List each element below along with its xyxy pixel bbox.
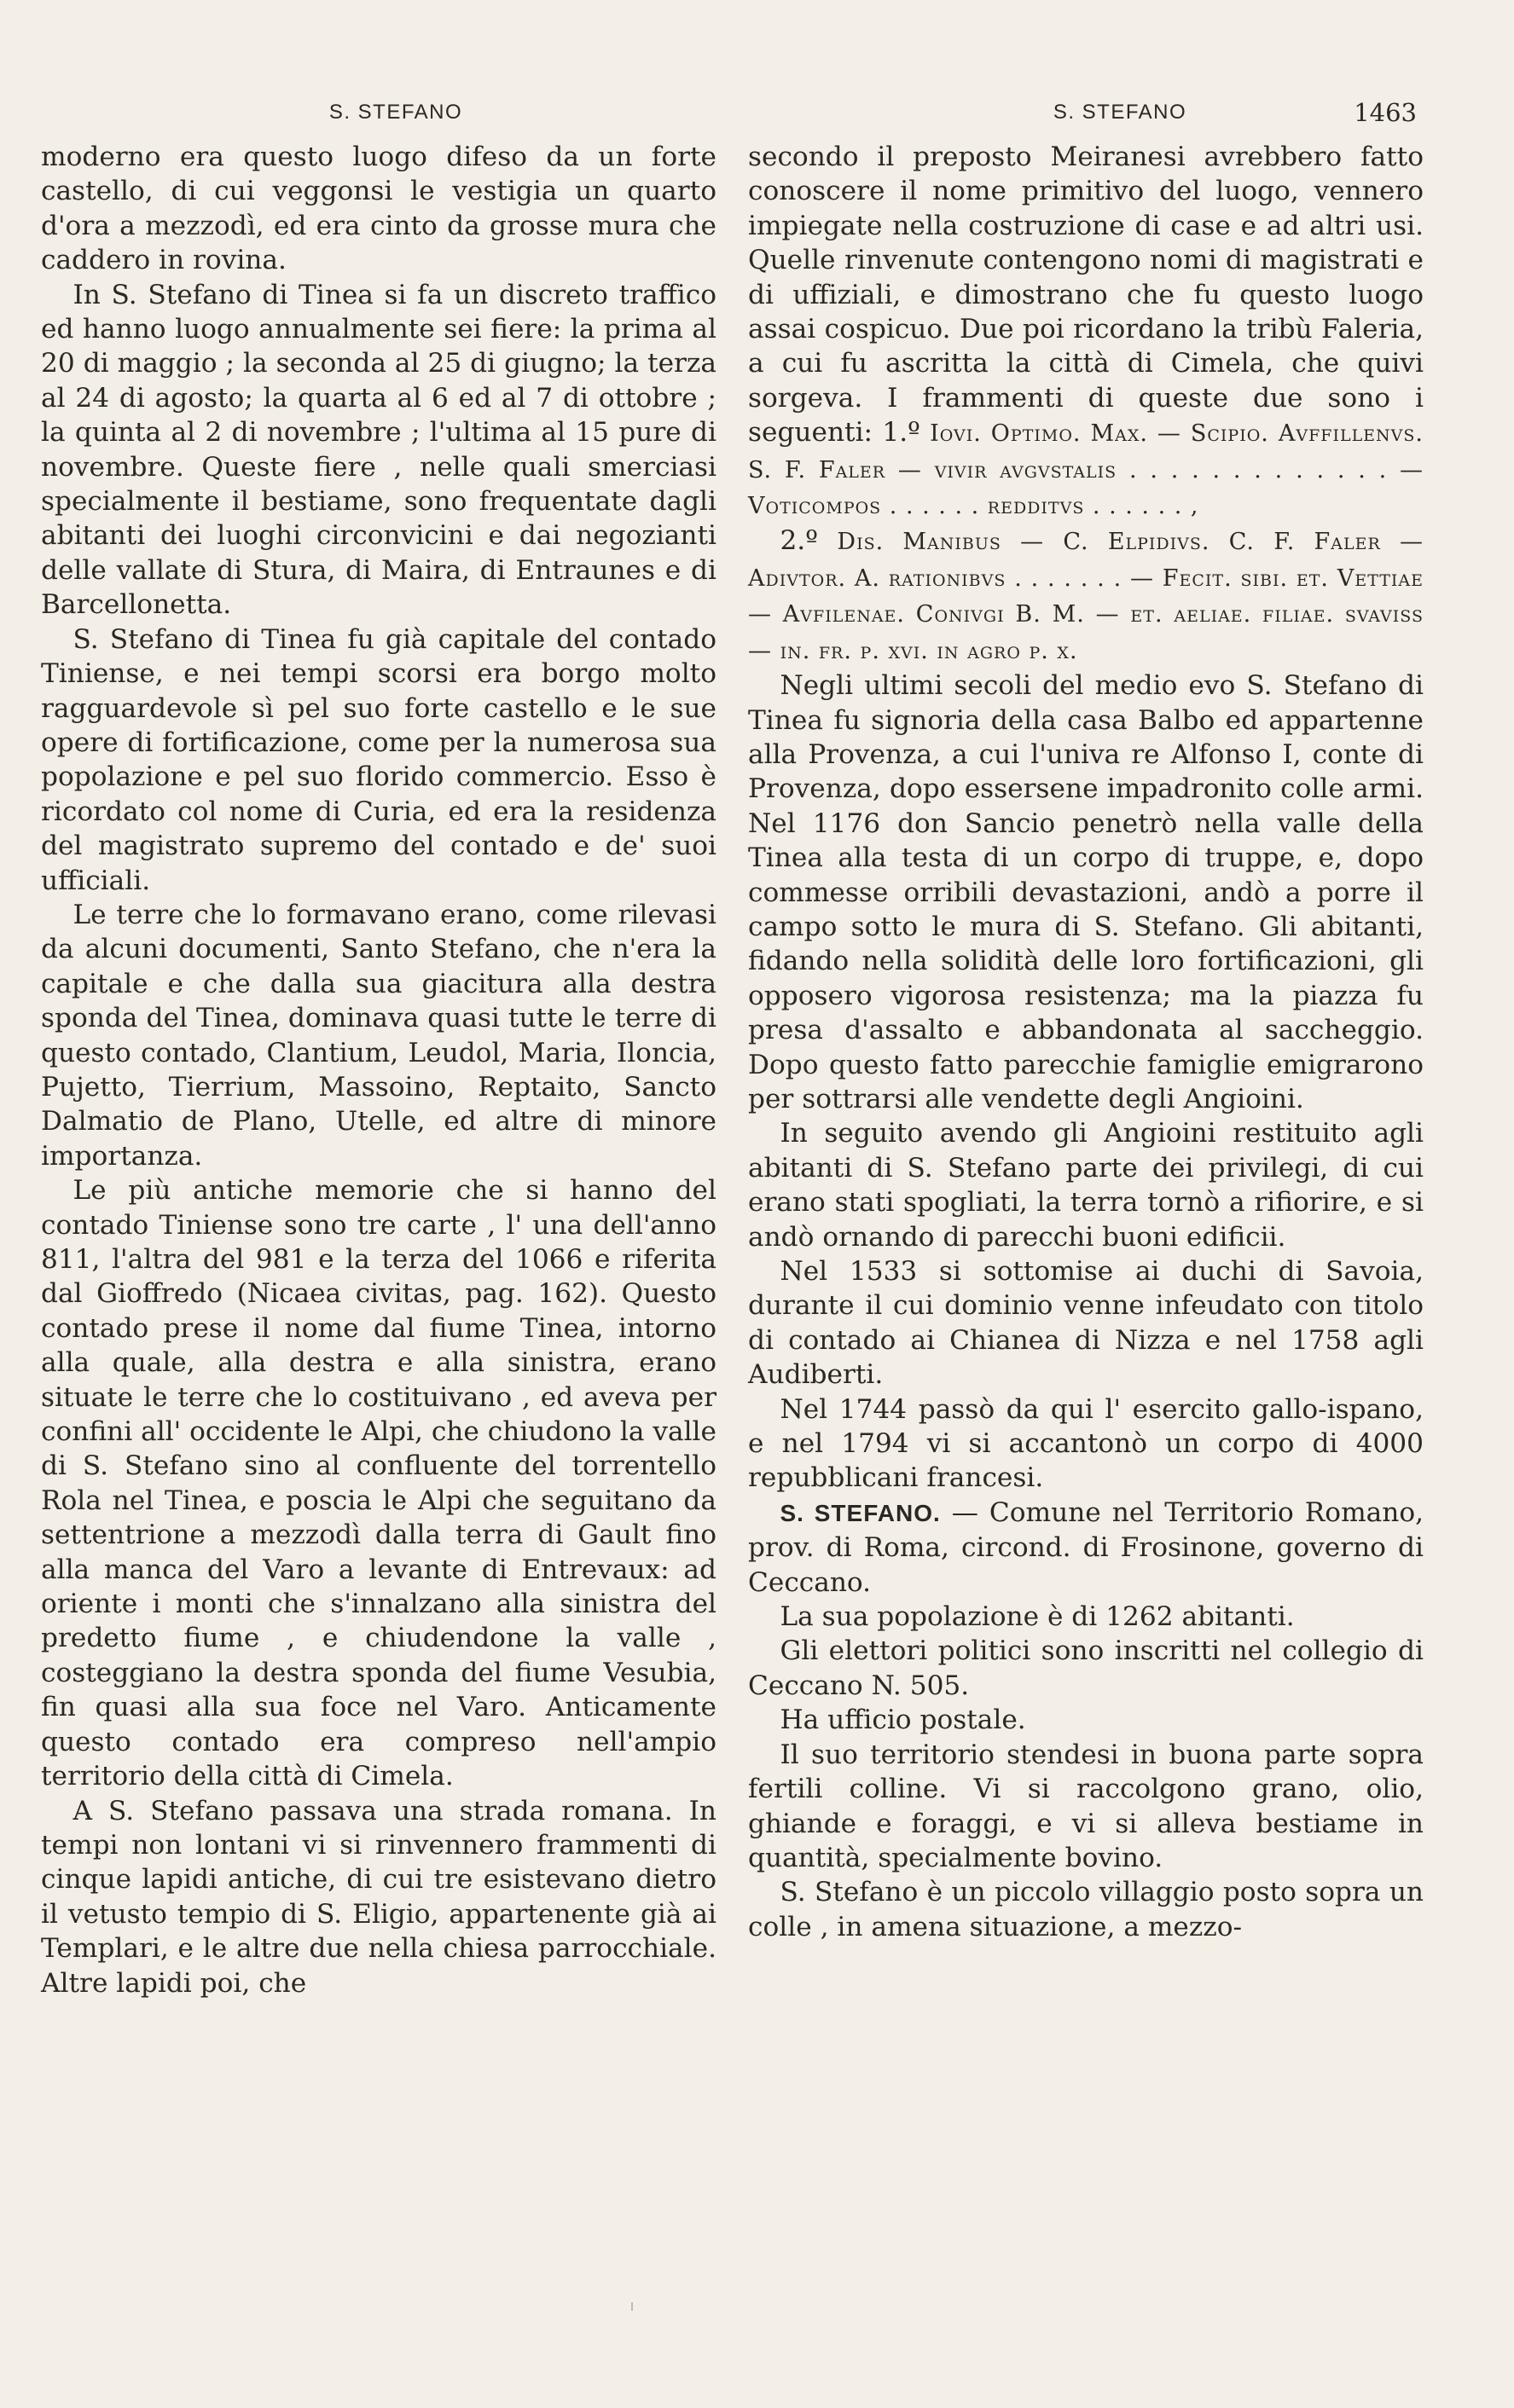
inscription-number: 2.º xyxy=(780,525,818,557)
left-running-head: S. STEFANO xyxy=(328,101,463,124)
paragraph: Negli ultimi secoli del medio evo S. Stefano di Tinea fu signoria della casa Balbo ed appartenne alla Provenza, a cui l'univa re Alfonso I, conte di Provenza, dopo essersene impadronito colle armi. Nel 1176 don Sancio penetrò nella valle della Tinea alla testa di un corpo di truppe, e, dopo commesse orribili devastazioni, andò a porre il campo sotto le mura di S. Stefano. Gli abitanti, fidando nella solidità delle loro fortificazioni, gli opposero vigorosa resistenza; ma la piazza fu presa d'assalto e abbandonata al saccheggio. Dopo questo fatto parecchie famiglie emigrarono per sottrarsi alle vendette degli Angioini. xyxy=(748,670,1424,1114)
paragraph: S. Stefano è un piccolo villaggio posto sopra un colle , in amena situazione, a mezzo- xyxy=(748,1877,1424,1942)
paragraph: Il suo territorio stendesi in buona parte sopra fertili colline. Vi si raccolgono grano, olio, ghiande e foraggi, e vi si alleva bestiame in quantità, specialmente bovino. xyxy=(748,1739,1424,1873)
paragraph: Le terre che lo formavano erano, come rilevasi da alcuni documenti, Santo Stefano, che n'era la capitale e che dalla sua giacitura alla destra sponda del Tinea, dominava quasi tutte le terre di questo contado, Clantium, Leudol, Maria, Iloncia, Pujetto, Tierrium, Massoino, Reptaito, Sancto Dalmatio de Plano, Utelle, ed altre di minore importanza. xyxy=(41,899,716,1172)
paragraph: Gli elettori politici sono inscritti nel collegio di Ceccano N. 505. xyxy=(748,1635,1424,1701)
paragraph xyxy=(748,524,1424,669)
entry-text: — Comune nel Territorio Romano, prov. di Roma, circond. di Frosinone, governo di Ceccano. xyxy=(748,1496,1424,1598)
right-column xyxy=(748,0,1424,1944)
inscription-1: Iovi. Optimo. Max. — Scipio. Avffillenvs. S. F. Faler — vivir avgvstalis . . . . . . . . . . . . . — Voticompos . . . . . . redditvs . . . . . . , xyxy=(748,420,1424,520)
paragraph: Nel 1744 passò da qui l' esercito gallo-ispano, e nel 1794 vi si accantonò un corpo di 4000 repubblicani francesi. xyxy=(748,1393,1424,1494)
left-column xyxy=(41,0,716,2000)
printing-mark xyxy=(631,2302,633,2311)
paragraph: moderno era questo luogo difeso da un forte castello, di cui veggonsi le vestigia un quarto d'ora a mezzodì, ed era cinto da grosse mura che caddero in rovina. xyxy=(41,142,716,276)
paragraph: La sua popolazione è di 1262 abitanti. xyxy=(780,1601,1295,1633)
paragraph: A S. Stefano passava una strada romana. In tempi non lontani vi si rinvennero frammenti di cinque lapidi antiche, di cui tre esistevano dietro il vetusto tempio di S. Eligio, appartenente già ai Templari, e le altre due nella chiesa parrocchiale. Altre lapidi poi, che xyxy=(41,1795,716,1999)
entry-title: S. STEFANO. xyxy=(780,1499,941,1526)
paragraph: Le più antiche memorie che si hanno del contado Tiniense sono tre carte , l' una dell'anno 811, l'altra del 981 e la terza del 1066 e riferita dal Gioffredo (Nicaea civitas, pag. 162). Questo contado prese il nome dal fiume Tinea, intorno alla quale, alla destra e alla sinistra, erano situate le terre che lo costituivano , ed aveva per confini all' occidente le Alpi, che chiudono la valle di S. Stefano sino al confluente del torrentello Rola nel Tinea, e poscia le Alpi che seguitano da settentrione a mezzodì dalla terra di Gault fino alla manca del Varo a levante di Entrevaux: ad oriente i monti che s'innalzano alla sinistra del predetto fiume , e chiudendone la valle , costeggiano la destra sponda del fiume Vesubia, fin quasi alla sua foce nel Varo. Anticamente questo contado era compreso nell'ampio territorio della città di Cimela. xyxy=(41,1175,716,1792)
inscription-2: Dis. Manibus — C. Elpidivs. C. F. Faler — Adivtor. A. rationibvs . . . . . . . — Fecit. sibi. et. Vettiae — Avfilenae. Conivgi B. M. — et. aeliae. filiae. svaviss — in. fr. p. xvi. in agro p. x. xyxy=(748,529,1424,664)
paragraph: Nel 1533 si sottomise ai duchi di Savoia, durante il cui dominio venne infeudato con titolo di contado ai Chianea di Nizza e nel 1758 agli Audiberti. xyxy=(748,1256,1424,1391)
paragraph: S. Stefano di Tinea fu già capitale del contado Tiniense, e nei tempi scorsi era borgo molto ragguardevole sì pel suo forte castello e le sue opere di fortificazione, come per la numerosa sua popolazione e pel suo florido commercio. Esso è ricordato col nome di Curia, ed era la residenza del magistrato supremo del contado e de' suoi ufficiali. xyxy=(41,623,716,896)
paragraph xyxy=(748,1496,1424,1600)
paragraph xyxy=(748,140,1424,524)
paragraph: Ha ufficio postale. xyxy=(780,1705,1026,1736)
running-head-text: S. STEFANO xyxy=(1053,101,1187,124)
right-running-head xyxy=(748,96,1424,130)
paragraph-text: secondo il preposto Meiranesi avrebbero fatto conoscere il nome primitivo del luogo, vennero impiegate nella costruzione di case e ad altri usi. Quelle rinvenute contengono nomi di magistrati e di uffiziali, e dimostrano che fu questo luogo assai cospicuo. Due poi ricordano la tribù Faleria, a cui fu ascritta la città di Cimela, che quivi sorgeva. I frammenti di queste due sono i seguenti: 1.º xyxy=(748,142,1424,449)
paragraph: In S. Stefano di Tinea si fa un discreto traffico ed hanno luogo annualmente sei fiere: la prima al 20 di maggio ; la seconda al 25 di giugno; la terza al 24 di agosto; la quarta al 6 ed al 7 di ottobre ; la quinta al 2 di novembre ; l'ultima al 15 pure di novembre. Queste fiere , nelle quali smerciasi specialmente il bestiame, sono frequentate dagli abitanti dei luoghi circonvicini e dai negozianti delle vallate di Stura, di Maira, di Entraunes e di Barcellonetta. xyxy=(41,279,716,621)
paragraph: In seguito avendo gli Angioini restituito agli abitanti di S. Stefano parte dei privilegi, di cui erano stati spogliati, la terra tornò a rifiorire, e si andò ornando di parecchi buoni edificii. xyxy=(748,1118,1424,1253)
page-number: 1463 xyxy=(1354,98,1417,127)
